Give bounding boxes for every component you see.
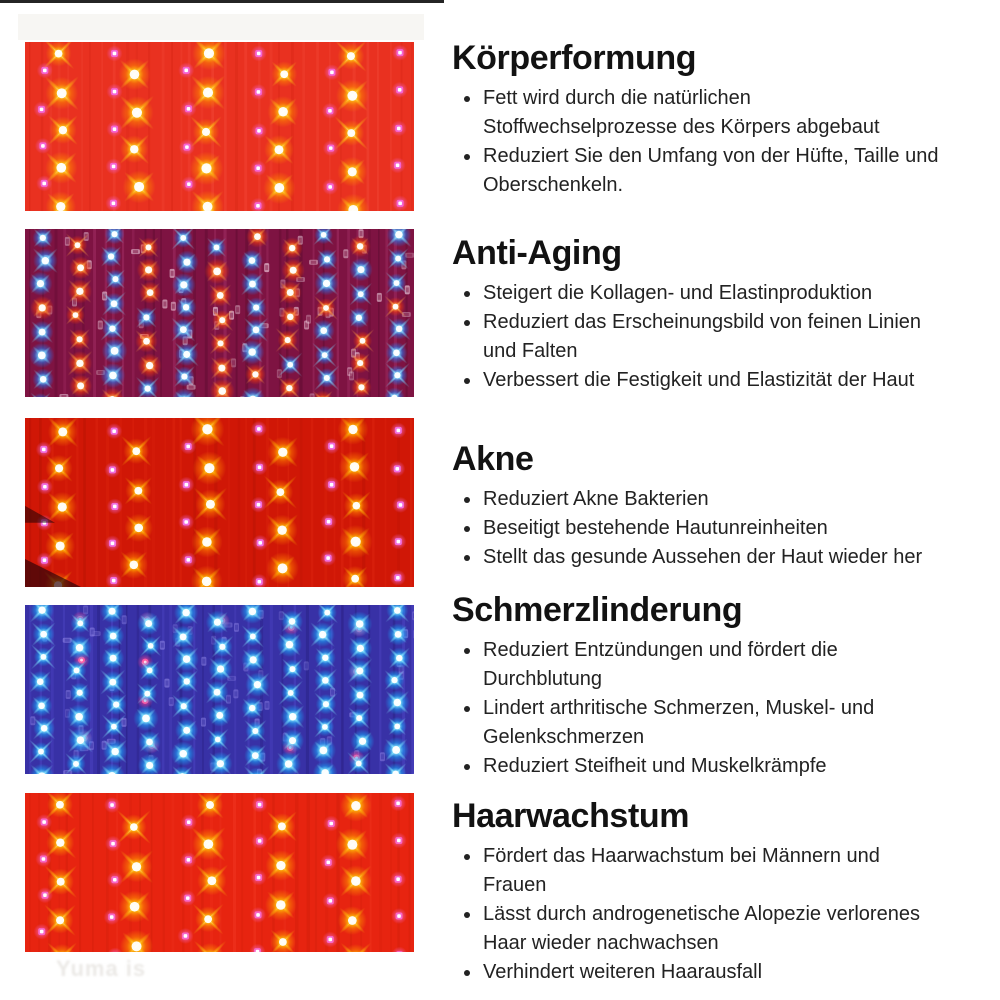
bullet-list — [452, 279, 974, 395]
bullet-list — [452, 485, 974, 572]
bullet-item: • Stellt das gesunde Aussehen der Haut wieder her — [482, 543, 945, 572]
bullet-list — [452, 84, 974, 200]
top-light-strip — [18, 14, 424, 40]
bullet-item: • Verhindert weiteren Haarausfall — [482, 958, 945, 987]
led-panel-koerperformung — [25, 42, 414, 211]
bullet-item: • Fördert das Haarwachstum bei Männern und Frauen — [482, 842, 945, 900]
section-title: Haarwachstum — [452, 797, 690, 835]
section-title: Schmerzlinderung — [452, 591, 743, 629]
bullet-item: • Reduziert Steifheit und Muskelkrämpfe — [482, 752, 945, 781]
led-panel-anti-aging — [25, 229, 414, 397]
led-panel-akne — [25, 418, 414, 587]
bullet-item: • Steigert die Kollagen- und Elastinproduktion — [482, 279, 945, 308]
top-border-line — [0, 0, 444, 3]
led-panel-schmerzlinderung — [25, 605, 414, 774]
bullet-item: • Lindert arthritische Schmerzen, Muskel- und Gelenkschmerzen — [482, 694, 945, 752]
section-akne — [452, 439, 984, 572]
bullet-list — [452, 636, 974, 781]
watermark-text: Yuma is — [56, 956, 147, 981]
bullet-item: • Reduziert das Erscheinungsbild von feinen Linien und Falten — [482, 308, 945, 366]
led-panel-haarwachstum — [25, 793, 414, 952]
bullet-item: • Beseitigt bestehende Hautunreinheiten — [482, 514, 945, 543]
bullet-list — [452, 842, 974, 987]
bullet-item: • Verbessert die Festigkeit und Elastizität der Haut — [482, 366, 945, 395]
section-title: Körperformung — [452, 39, 697, 77]
section-schmerzlinderung — [452, 590, 984, 781]
section-title: Anti-Aging — [452, 234, 622, 272]
bullet-item: • Reduziert Entzündungen und fördert die Durchblutung — [482, 636, 945, 694]
section-title: Akne — [452, 440, 534, 478]
bullet-item: • Reduziert Sie den Umfang von der Hüfte, Taille und Oberschenkeln. — [482, 142, 945, 200]
section-koerperformung — [452, 38, 984, 200]
bullet-item: • Reduziert Akne Bakterien — [482, 485, 945, 514]
section-haarwachstum — [452, 796, 984, 987]
bullet-item: • Fett wird durch die natürlichen Stoffwechselprozesse des Körpers abgebaut — [482, 84, 945, 142]
bullet-item: • Lässt durch androgenetische Alopezie verlorenes Haar wieder nachwachsen — [482, 900, 945, 958]
section-anti-aging — [452, 233, 984, 395]
